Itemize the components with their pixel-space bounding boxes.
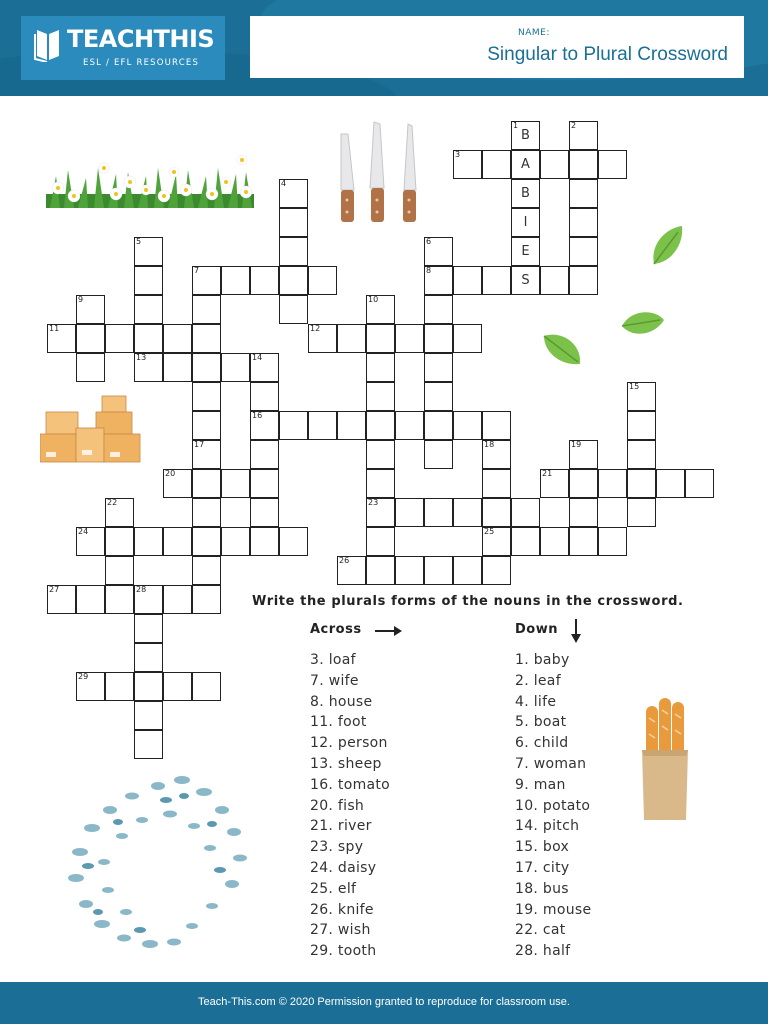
crossword-cell[interactable] [366,498,395,527]
crossword-cell[interactable] [395,411,424,440]
clue-number: 13 [136,353,147,362]
brand-name: TEACHTHIS [67,25,215,53]
crossword-cell[interactable] [482,527,511,556]
crossword-cell[interactable] [163,672,192,701]
crossword-cell[interactable] [424,295,453,324]
clue-down: 4. life [515,693,557,710]
crossword-cell[interactable] [366,469,395,498]
clue-across: 12. person [310,735,388,752]
clue-down: 7. woman [515,755,587,772]
crossword-cell[interactable] [134,295,163,324]
clue-across: 20. fish [310,797,365,814]
clue-down: 15. box [515,839,570,856]
clue-across: 7. wife [310,672,359,689]
clue-across: 16. tomato [310,776,391,793]
arrow-right-icon [374,624,404,638]
crossword-cell[interactable] [627,469,656,498]
clue-down: 18. bus [515,880,569,897]
crossword-cell[interactable] [134,324,163,353]
clue-number: 14 [252,353,263,362]
crossword-cell[interactable] [134,614,163,643]
crossword-cell[interactable] [627,498,656,527]
crossword-cell[interactable] [250,498,279,527]
crossword-cell[interactable] [482,498,511,527]
crossword-cell[interactable] [192,353,221,382]
crossword-cell[interactable] [424,353,453,382]
crossword-cell[interactable] [192,672,221,701]
across-clue-list [310,652,390,964]
answer-letter: A [521,157,530,172]
bread-bag-illustration [640,696,690,824]
crossword-cell[interactable] [163,324,192,353]
crossword-cell[interactable] [134,353,163,382]
crossword-cell[interactable] [337,411,366,440]
crossword-cell[interactable] [366,324,395,353]
clue-number: 17 [194,440,205,449]
clue-number: 9 [78,295,84,304]
clue-down: 2. leaf [515,672,561,689]
crossword-cell[interactable] [279,295,308,324]
clue-number: 12 [310,324,321,333]
crossword-cell[interactable] [134,672,163,701]
crossword-cell[interactable] [482,440,511,469]
crossword-cell[interactable] [192,469,221,498]
crossword-cell[interactable] [569,150,598,179]
crossword-cell[interactable] [192,382,221,411]
crossword-cell[interactable] [685,469,714,498]
crossword-cell[interactable] [598,469,627,498]
footer-bar [0,982,768,1024]
crossword-cell[interactable] [76,527,105,556]
answer-letter: B [521,186,530,201]
clue-down: 19. mouse [515,901,592,918]
crossword-cell[interactable] [308,324,337,353]
crossword-cell[interactable] [482,150,511,179]
crossword-cell[interactable] [250,527,279,556]
crossword-cell[interactable] [453,150,482,179]
crossword-cell[interactable] [192,556,221,585]
teachthis-logo[interactable] [21,16,225,80]
crossword-cell[interactable] [134,266,163,295]
clue-across: 29. tooth [310,943,377,960]
crossword-cell[interactable] [192,266,221,295]
crossword-cell[interactable] [453,556,482,585]
header-banner [0,0,768,96]
crossword-cell[interactable] [627,382,656,411]
clue-across: 27. wish [310,922,371,939]
clue-number: 25 [484,527,495,536]
crossword-cell[interactable] [453,266,482,295]
copyright-notice: Teach-This.com © 2020 Permission granted to reproduce for classroom use. [198,996,570,1008]
clue-number: 19 [571,440,582,449]
across-heading: Across [310,622,362,637]
clue-number: 6 [426,237,432,246]
crossword-cell[interactable] [163,469,192,498]
crossword-cell[interactable] [250,266,279,295]
crossword-cell[interactable] [482,556,511,585]
crossword-cell[interactable] [192,585,221,614]
crossword-cell[interactable] [250,440,279,469]
crossword-cell[interactable] [192,527,221,556]
crossword-cell[interactable] [424,266,453,295]
crossword-cell[interactable] [105,324,134,353]
crossword-cell[interactable] [134,643,163,672]
clue-number: 1 [513,121,519,130]
crossword-cell[interactable] [424,411,453,440]
crossword-cell[interactable] [453,498,482,527]
fish-school-illustration [62,766,252,952]
clue-number: 10 [368,295,379,304]
crossword-cell[interactable] [569,237,598,266]
clue-across: 11. foot [310,714,367,731]
crossword-cell[interactable] [424,382,453,411]
page-title: Singular to Plural Crossword [487,44,728,65]
crossword-cell[interactable] [221,266,250,295]
down-clue-list [515,652,591,964]
crossword-cell[interactable] [366,353,395,382]
crossword-cell[interactable] [511,150,540,179]
crossword-cell[interactable] [337,556,366,585]
boxes-illustration [40,394,142,464]
clue-number: 20 [165,469,176,478]
crossword-cell[interactable] [105,527,134,556]
crossword-cell[interactable] [598,527,627,556]
answer-letter: E [521,244,530,259]
clue-number: 21 [542,469,553,478]
crossword-cell[interactable] [192,411,221,440]
clue-number: 15 [629,382,640,391]
crossword-cell[interactable] [105,585,134,614]
crossword-cell[interactable] [221,353,250,382]
crossword-cell[interactable] [511,121,540,150]
crossword-cell[interactable] [47,324,76,353]
crossword-cell[interactable] [540,527,569,556]
clue-number: 4 [281,179,287,188]
crossword-cell[interactable] [482,469,511,498]
answer-letter: I [523,215,528,230]
crossword-cell[interactable] [76,353,105,382]
crossword-cell[interactable] [279,237,308,266]
arrow-down-icon [569,618,583,644]
crossword-cell[interactable] [482,266,511,295]
crossword-cell[interactable] [395,556,424,585]
crossword-cell[interactable] [192,498,221,527]
clue-number: 3 [455,150,461,159]
down-heading: Down [515,622,558,637]
crossword-cell[interactable] [569,266,598,295]
crossword-cell[interactable] [366,411,395,440]
crossword-cell[interactable] [540,266,569,295]
crossword-cell[interactable] [424,498,453,527]
crossword-cell[interactable] [76,324,105,353]
crossword-cell[interactable] [569,527,598,556]
crossword-cell[interactable] [134,730,163,759]
clue-across: 21. river [310,818,372,835]
clue-across: 8. house [310,693,373,710]
name-label: NAME: [518,28,550,38]
crossword-cell[interactable] [511,208,540,237]
crossword-cell[interactable] [279,266,308,295]
crossword-cell[interactable] [424,440,453,469]
crossword-cell[interactable] [192,295,221,324]
crossword-cell[interactable] [250,469,279,498]
crossword-cell[interactable] [627,411,656,440]
crossword-cell[interactable] [76,585,105,614]
crossword-cell[interactable] [424,237,453,266]
crossword-cell[interactable] [511,266,540,295]
crossword-cell[interactable] [250,411,279,440]
clue-down: 10. potato [515,797,591,814]
brand-tagline: ESL / EFL RESOURCES [83,58,200,68]
clue-number: 7 [194,266,200,275]
crossword-cell[interactable] [598,150,627,179]
crossword-cell[interactable] [569,121,598,150]
crossword-cell[interactable] [511,498,540,527]
crossword-cell[interactable] [250,382,279,411]
clue-across: 25. elf [310,880,357,897]
crossword-cell[interactable] [279,208,308,237]
crossword-cell[interactable] [366,382,395,411]
clue-across: 23. spy [310,839,364,856]
clue-across: 3. loaf [310,652,356,668]
crossword-cell[interactable] [482,411,511,440]
grass-daisies-illustration [46,150,254,210]
clue-number: 11 [49,324,60,333]
crossword-cell[interactable] [366,440,395,469]
crossword-cell[interactable] [192,324,221,353]
clue-number: 29 [78,672,89,681]
crossword-cell[interactable] [424,324,453,353]
crossword-cell[interactable] [308,266,337,295]
crossword-cell[interactable] [221,527,250,556]
crossword-cell[interactable] [47,585,76,614]
crossword-cell[interactable] [134,237,163,266]
clue-across: 26. knife [310,901,374,918]
knives-illustration [336,120,420,224]
crossword-cell[interactable] [163,353,192,382]
crossword-cell[interactable] [366,527,395,556]
crossword-cell[interactable] [569,469,598,498]
clue-down: 17. city [515,859,570,876]
crossword-cell[interactable] [453,324,482,353]
crossword-cell[interactable] [192,440,221,469]
crossword-cell[interactable] [511,237,540,266]
crossword-cell[interactable] [656,469,685,498]
clue-across: 13. sheep [310,755,382,772]
crossword-cell[interactable] [569,498,598,527]
crossword-cell[interactable] [134,701,163,730]
leaf-icon [542,330,584,368]
clue-down: 9. man [515,776,566,793]
clue-down: 22. cat [515,922,566,939]
clue-down: 1. baby [515,652,570,668]
crossword-cell[interactable] [511,527,540,556]
clue-number: 16 [252,411,263,420]
clue-number: 2 [571,121,577,130]
answer-letter: S [521,273,530,288]
clue-number: 5 [136,237,142,246]
leaf-icon [620,306,666,342]
crossword-cell[interactable] [250,353,279,382]
crossword-cell[interactable] [308,411,337,440]
crossword-cell[interactable] [279,411,308,440]
crossword-cell[interactable] [76,295,105,324]
crossword-cell[interactable] [76,672,105,701]
leaf-icon [648,224,688,268]
clue-number: 18 [484,440,495,449]
crossword-cell[interactable] [395,498,424,527]
crossword-cell[interactable] [105,498,134,527]
clue-number: 28 [136,585,147,594]
crossword-cell[interactable] [105,672,134,701]
clue-down: 28. half [515,943,571,960]
clue-number: 23 [368,498,379,507]
crossword-cell[interactable] [540,150,569,179]
name-box [250,16,744,78]
crossword-cell[interactable] [627,440,656,469]
crossword-cell[interactable] [540,469,569,498]
clue-across: 24. daisy [310,859,377,876]
clue-down: 14. pitch [515,818,580,835]
crossword-cell[interactable] [221,469,250,498]
clue-number: 26 [339,556,350,565]
crossword-cell[interactable] [105,556,134,585]
crossword-cell[interactable] [424,556,453,585]
clue-number: 27 [49,585,60,594]
crossword-cell[interactable] [366,295,395,324]
crossword-cell[interactable] [337,324,366,353]
crossword-cell[interactable] [453,411,482,440]
crossword-cell[interactable] [134,585,163,614]
crossword-cell[interactable] [569,179,598,208]
clue-down: 6. child [515,735,569,752]
instructions: Write the plurals forms of the nouns in the crossword. [252,594,684,609]
crossword-cell[interactable] [134,527,163,556]
crossword-cell[interactable] [569,440,598,469]
book-icon [33,26,63,62]
crossword-cell[interactable] [279,527,308,556]
crossword-cell[interactable] [163,585,192,614]
answer-letter: B [521,128,530,143]
crossword-cell[interactable] [279,179,308,208]
clue-number: 22 [107,498,118,507]
crossword-cell[interactable] [395,324,424,353]
clue-number: 24 [78,527,89,536]
crossword-cell[interactable] [511,179,540,208]
crossword-cell[interactable] [366,556,395,585]
crossword-cell[interactable] [569,208,598,237]
clue-down: 5. boat [515,714,567,731]
crossword-cell[interactable] [163,527,192,556]
clue-number: 8 [426,266,432,275]
